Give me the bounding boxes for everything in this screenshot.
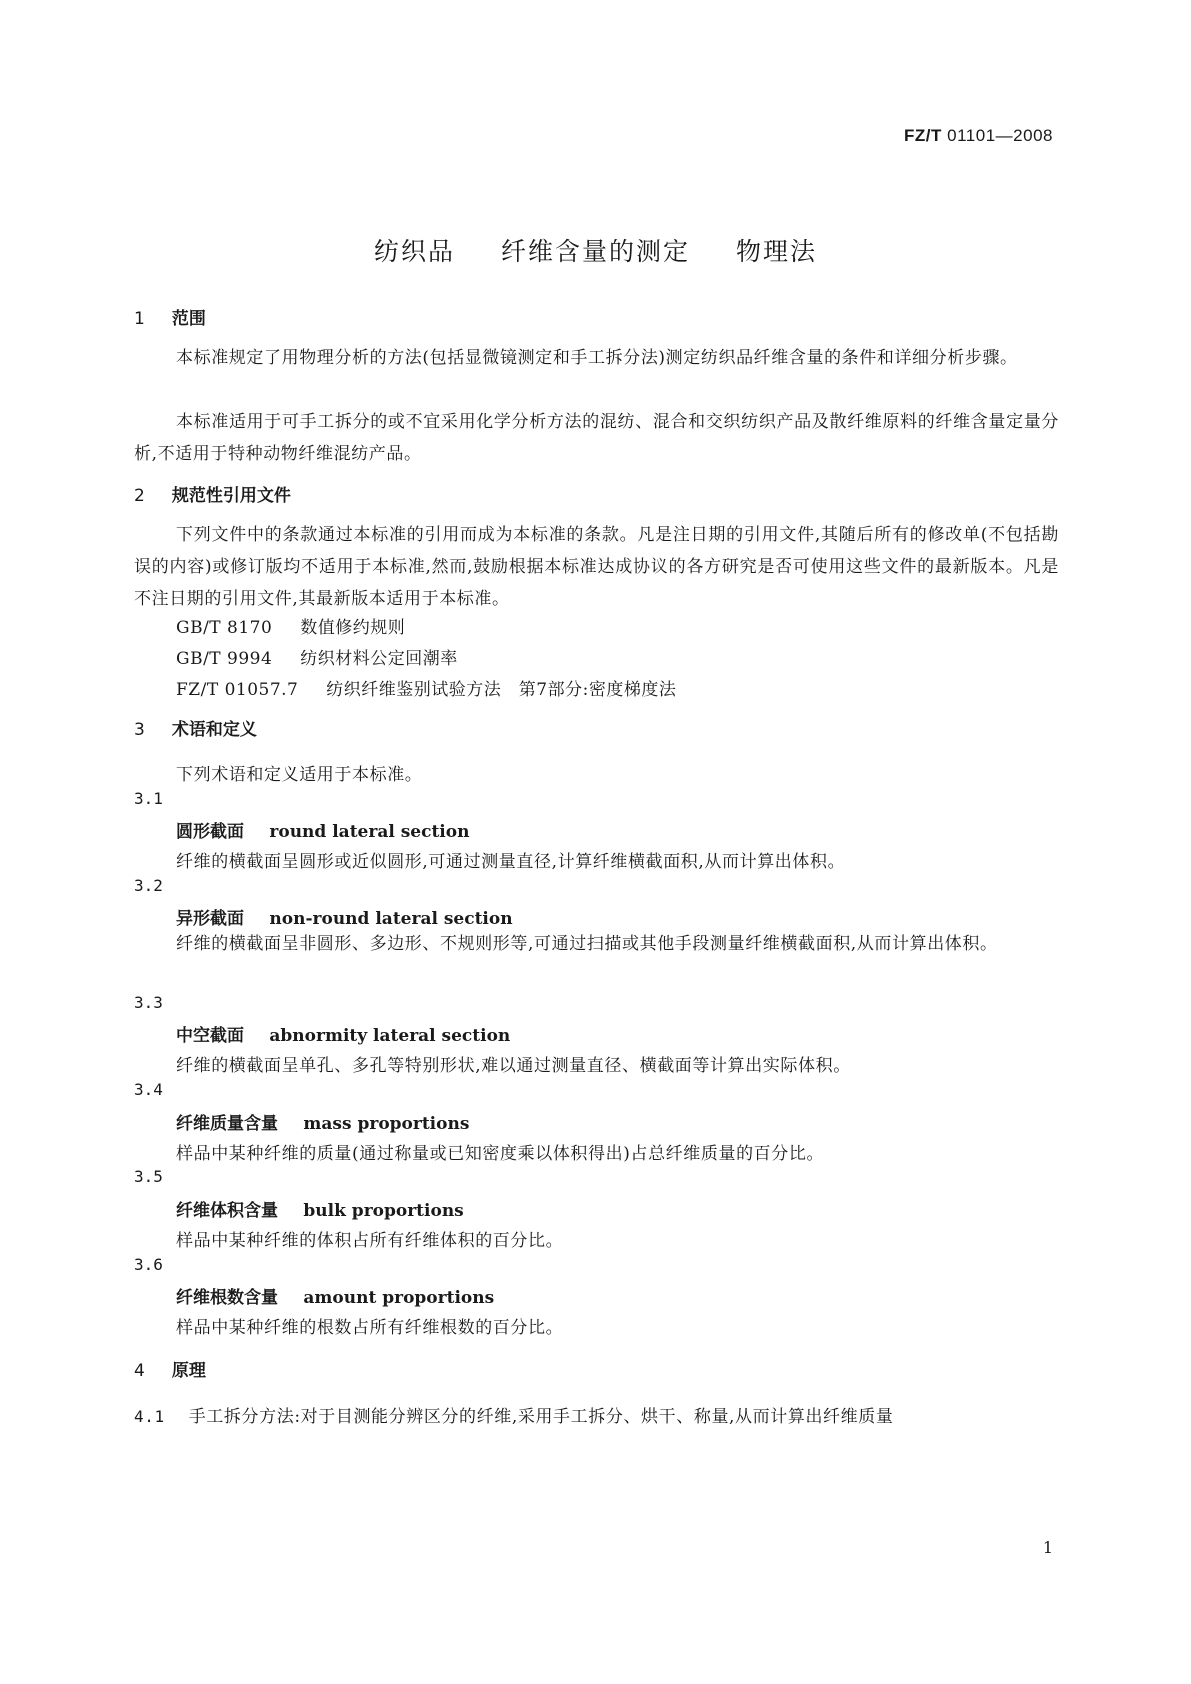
clause-number: 3.1	[134, 789, 163, 808]
section-number: 1	[134, 309, 145, 329]
term-title	[176, 1109, 469, 1134]
title-part-1: 纺织品	[374, 237, 456, 266]
term-english: mass proportions	[303, 1114, 470, 1134]
title-part-3: 物理法	[735, 237, 817, 266]
section-2-heading	[134, 481, 291, 506]
clause-number: 3.4	[134, 1080, 163, 1099]
standard-prefix: FZ/T	[904, 126, 942, 145]
term-definition: 纤维的横截面呈非圆形、多边形、不规则形等,可通过扫描或其他手段测量纤维横截面积,从而计算出体积。	[176, 934, 998, 954]
standard-number: 01101—2008	[947, 126, 1053, 145]
section-title: 原理	[171, 1361, 206, 1381]
clause-number: 3.6	[134, 1255, 163, 1274]
term-title	[176, 904, 513, 929]
term-definition: 纤维的横截面呈单孔、多孔等特别形状,难以通过测量直径、横截面等计算出实际体积。	[176, 1056, 851, 1076]
reference-title: 数值修约规则	[300, 618, 406, 638]
term-definition: 样品中某种纤维的质量(通过称量或已知密度乘以体积得出)占总纤维质量的百分比。	[176, 1144, 825, 1164]
term-title	[176, 1021, 510, 1046]
term-chinese: 纤维根数含量	[176, 1288, 278, 1308]
term-title	[176, 1196, 464, 1221]
section-title: 术语和定义	[171, 720, 257, 740]
term-chinese: 中空截面	[176, 1026, 244, 1046]
term-definition: 纤维的横截面呈圆形或近似圆形,可通过测量直径,计算纤维横截面积,从而计算出体积。	[176, 852, 846, 872]
term-chinese: 纤维质量含量	[176, 1114, 278, 1134]
term-chinese: 纤维体积含量	[176, 1201, 278, 1221]
section-3-heading	[134, 715, 257, 740]
title-part-2: 纤维含量的测定	[500, 237, 690, 266]
term-chinese: 异形截面	[176, 909, 244, 929]
reference-item	[176, 644, 458, 669]
section-1-paragraph-1: 本标准规定了用物理分析的方法(包括显微镜测定和手工拆分法)测定纺织品纤维含量的条件和详细分析步骤。	[176, 348, 1018, 368]
reference-item	[176, 613, 405, 638]
clause-number: 4.1	[134, 1407, 165, 1426]
section-4-heading	[134, 1356, 206, 1381]
term-definition: 样品中某种纤维的根数占所有纤维根数的百分比。	[176, 1318, 564, 1338]
reference-title: 纺织材料公定回潮率	[300, 649, 458, 669]
section-title: 规范性引用文件	[171, 486, 291, 506]
term-english: amount proportions	[303, 1288, 495, 1308]
clause-text: 手工拆分方法:对于目测能分辨区分的纤维,采用手工拆分、烘干、称量,从而计算出纤维质量	[188, 1407, 894, 1427]
section-number: 4	[134, 1361, 145, 1381]
section-number: 2	[134, 486, 145, 506]
term-title	[176, 817, 469, 842]
term-english: bulk proportions	[303, 1201, 464, 1221]
term-chinese: 圆形截面	[176, 822, 244, 842]
reference-item	[176, 675, 676, 700]
page-number: 1	[1042, 1538, 1053, 1557]
document-title	[0, 232, 1191, 268]
reference-code: FZ/T 01057.7	[176, 680, 299, 700]
term-english: abnormity lateral section	[269, 1026, 511, 1046]
section-title: 范围	[171, 309, 206, 329]
section-1-heading	[134, 304, 206, 329]
clause-number: 3.3	[134, 993, 163, 1012]
term-english: round lateral section	[269, 822, 470, 842]
term-definition: 样品中某种纤维的体积占所有纤维体积的百分比。	[176, 1231, 564, 1251]
reference-title: 纺织纤维鉴别试验方法 第7部分:密度梯度法	[326, 680, 677, 700]
clause-number: 3.5	[134, 1167, 163, 1186]
term-english: non-round lateral section	[269, 909, 513, 929]
reference-code: GB/T 8170	[176, 618, 273, 638]
section-number: 3	[134, 720, 145, 740]
clause-number: 3.2	[134, 876, 163, 895]
reference-code: GB/T 9994	[176, 649, 273, 669]
term-title	[176, 1283, 494, 1308]
section-2-paragraph: 下列文件中的条款通过本标准的引用而成为本标准的条款。凡是注日期的引用文件,其随后所有的修改单(不包括勘误的内容)或修订版均不适用于本标准,然而,鼓励根据本标准达成协议的各方研究是否可使用这些文件的最新版本。凡是不注日期的引用文件,其最新版本适用于本标准。	[134, 525, 1059, 609]
section-1-paragraph-2: 本标准适用于可手工拆分的或不宜采用化学分析方法的混纺、混合和交织纺织产品及散纤维原料的纤维含量定量分析,不适用于特种动物纤维混纺产品。	[134, 412, 1059, 464]
section-3-intro: 下列术语和定义适用于本标准。	[176, 765, 423, 785]
clause-4-1	[134, 1402, 1074, 1427]
standard-code	[904, 126, 1053, 146]
